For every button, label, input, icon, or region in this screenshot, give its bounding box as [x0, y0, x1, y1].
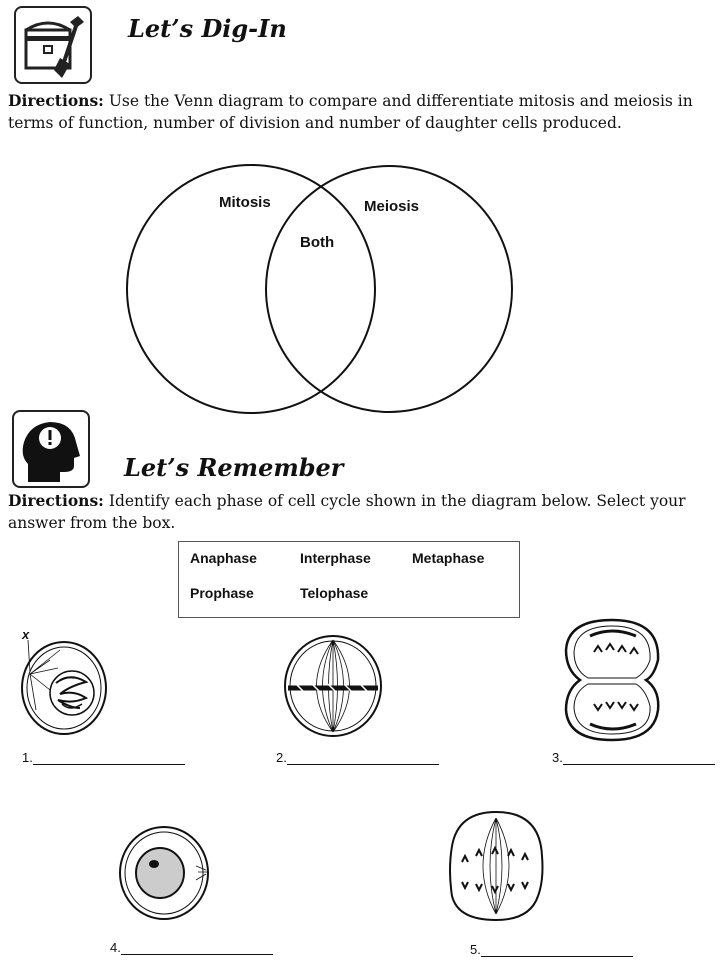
- cell-1-diagram: [22, 640, 106, 734]
- directions-text-2: Identify each phase of cell cycle shown in the diagram below. Select your answer from the box.: [8, 492, 686, 532]
- directions-label: Directions:: [8, 91, 104, 110]
- answer-line-5[interactable]: [481, 944, 633, 957]
- cell-1-marker-label: x: [22, 627, 30, 642]
- answer-line-4[interactable]: [121, 942, 273, 955]
- section-title-remember: Let’s Remember: [124, 453, 344, 482]
- answer-line-3[interactable]: [563, 752, 715, 765]
- choice-interphase: Interphase: [300, 550, 371, 566]
- answer-blank-5[interactable]: [470, 942, 633, 957]
- choice-telophase: Telophase: [300, 585, 369, 601]
- section-title-dig-in: Let’s Dig-In: [128, 14, 287, 43]
- venn-label-mitosis: Mitosis: [219, 194, 271, 211]
- answer-line-2[interactable]: [287, 752, 439, 765]
- answer-number-2: 2.: [276, 750, 287, 765]
- cell-5-diagram: [450, 812, 543, 920]
- answer-blank-4[interactable]: [110, 940, 273, 955]
- answer-number-1: 1.: [22, 750, 33, 765]
- answer-number-4: 4.: [110, 940, 121, 955]
- answer-line-1[interactable]: [33, 752, 185, 765]
- directions-text: Use the Venn diagram to compare and differentiate mitosis and meiosis in terms of function, number of division and number of daughter cells produced.: [8, 92, 693, 132]
- directions-label-2: Directions:: [8, 491, 104, 510]
- answer-blank-2[interactable]: [276, 750, 439, 765]
- cell-4-diagram: [120, 827, 208, 919]
- answer-number-5: 5.: [470, 942, 481, 957]
- answer-blank-1[interactable]: [22, 750, 185, 765]
- choice-prophase: Prophase: [190, 585, 254, 601]
- venn-label-meiosis: Meiosis: [364, 198, 420, 215]
- cell-3-diagram: [566, 620, 658, 740]
- choice-anaphase: Anaphase: [190, 550, 257, 566]
- answer-blank-3[interactable]: [552, 750, 715, 765]
- venn-label-both: Both: [300, 234, 335, 251]
- choice-metaphase: Metaphase: [412, 550, 485, 566]
- cell-2-diagram: [285, 636, 381, 736]
- answer-number-3: 3.: [552, 750, 563, 765]
